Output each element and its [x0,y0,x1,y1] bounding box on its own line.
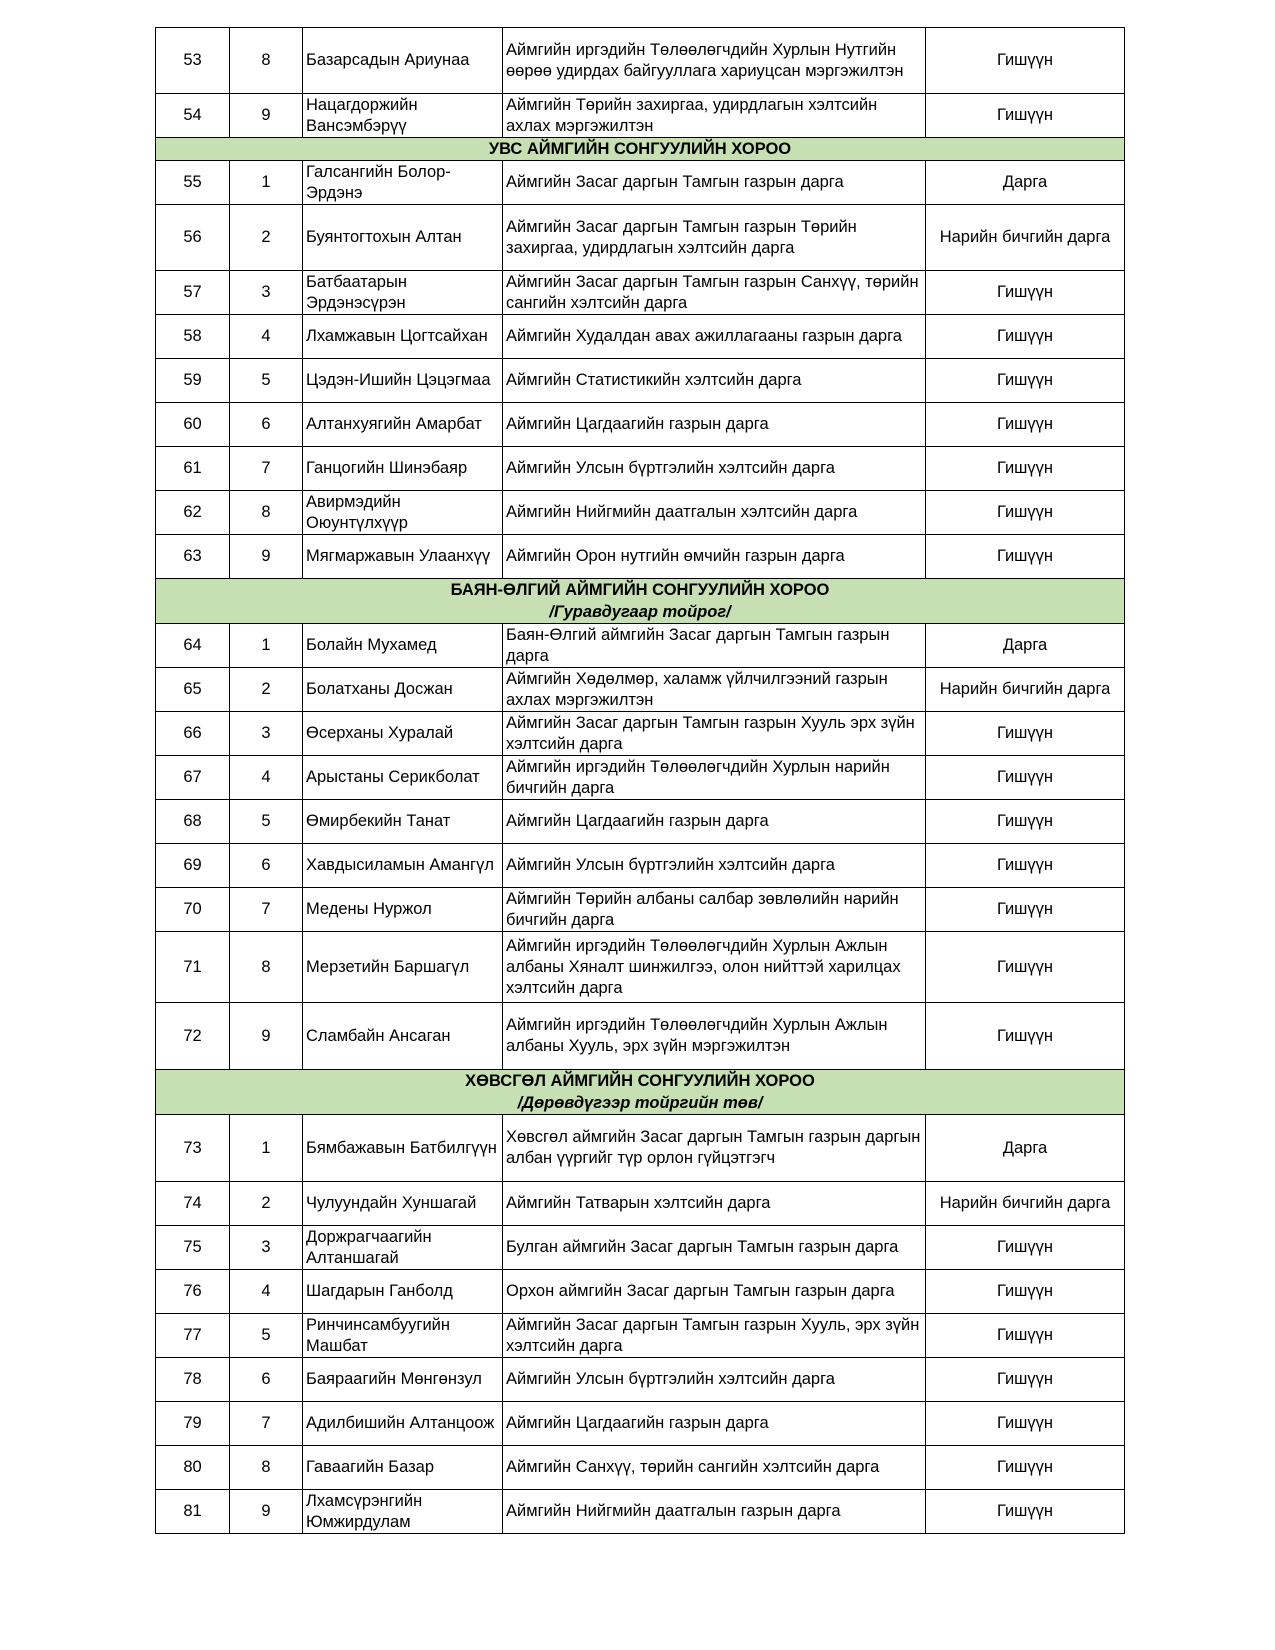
member-index: 3 [230,271,303,315]
member-role: Гишүүн [926,315,1125,359]
row-number: 54 [156,94,230,138]
member-role: Гишүүн [926,359,1125,403]
member-position: Аймгийн Цагдаагийн газрын дарга [503,403,926,447]
table-row [156,535,1125,579]
section-title-cell [156,1070,1125,1115]
row-number: 72 [156,1003,230,1070]
member-name: Хавдысиламын Амангүл [303,844,503,888]
member-index: 3 [230,712,303,756]
member-position: Аймгийн Хөдөлмөр, халамж үйлчилгээний газрын ахлах мэргэжилтэн [503,668,926,712]
member-name: Болатханы Досжан [303,668,503,712]
member-index: 5 [230,359,303,403]
member-position: Аймгийн Худалдан авах ажиллагааны газрын дарга [503,315,926,359]
member-position: Аймгийн иргэдийн Төлөөлөгчдийн Хурлын Ажлын албаны Хяналт шинжилгээ, олон нийттэй харилцах хэлтсийн дарга [503,932,926,1003]
member-position: Аймгийн Засаг даргын Тамгын газрын Төрийн захиргаа, удирдлагын хэлтсийн дарга [503,205,926,271]
table-row [156,315,1125,359]
row-number: 77 [156,1314,230,1358]
member-role: Нарийн бичгийн дарга [926,1182,1125,1226]
row-number: 56 [156,205,230,271]
member-index: 1 [230,624,303,668]
member-index: 7 [230,888,303,932]
section-title-cell [156,579,1125,624]
row-number: 58 [156,315,230,359]
table-row [156,1314,1125,1358]
member-role: Гишүүн [926,535,1125,579]
member-role: Гишүүн [926,1003,1125,1070]
row-number: 75 [156,1226,230,1270]
member-position: Аймгийн Засаг даргын Тамгын газрын дарга [503,161,926,205]
table-row [156,844,1125,888]
member-index: 9 [230,535,303,579]
member-position: Аймгийн иргэдийн Төлөөлөгчдийн Хурлын Ажлын албаны Хууль, эрх зүйн мэргэжилтэн [503,1003,926,1070]
member-name: Галсангийн Болор-Эрдэнэ [303,161,503,205]
row-number: 62 [156,491,230,535]
member-index: 7 [230,1402,303,1446]
member-name: Адилбишийн Алтанцоож [303,1402,503,1446]
member-name: Доржрагчаагийн Алтаншагай [303,1226,503,1270]
member-name: Авирмэдийн Оюунтүлхүүр [303,491,503,535]
member-role: Нарийн бичгийн дарга [926,205,1125,271]
committee-members-table [155,27,1125,1534]
member-role: Гишүүн [926,1358,1125,1402]
member-position: Орхон аймгийн Засаг даргын Тамгын газрын дарга [503,1270,926,1314]
member-name: Медены Нуржол [303,888,503,932]
member-name: Алтанхуягийн Амарбат [303,403,503,447]
member-position: Аймгийн Улсын бүртгэлийн хэлтсийн дарга [503,1358,926,1402]
member-role: Гишүүн [926,271,1125,315]
member-role: Нарийн бичгийн дарга [926,668,1125,712]
member-role: Гишүүн [926,1270,1125,1314]
table-row [156,668,1125,712]
row-number: 79 [156,1402,230,1446]
member-position: Аймгийн Санхүү, төрийн сангийн хэлтсийн дарга [503,1446,926,1490]
member-index: 9 [230,94,303,138]
member-index: 3 [230,1226,303,1270]
member-index: 5 [230,800,303,844]
member-position: Аймгийн Нийгмийн даатгалын газрын дарга [503,1490,926,1534]
table-row [156,624,1125,668]
member-index: 8 [230,491,303,535]
row-number: 71 [156,932,230,1003]
member-role: Дарга [926,161,1125,205]
member-index: 4 [230,756,303,800]
row-number: 78 [156,1358,230,1402]
member-name: Баяраагийн Мөнгөнзул [303,1358,503,1402]
member-position: Аймгийн Засаг даргын Тамгын газрын Хууль эрх зүйн хэлтсийн дарга [503,712,926,756]
row-number: 69 [156,844,230,888]
member-role: Дарга [926,624,1125,668]
row-number: 74 [156,1182,230,1226]
member-name: Буянтогтохын Алтан [303,205,503,271]
member-position: Булган аймгийн Засаг даргын Тамгын газрын дарга [503,1226,926,1270]
member-name: Арыстаны Серикболат [303,756,503,800]
row-number: 68 [156,800,230,844]
member-position: Аймгийн иргэдийн Төлөөлөгчдийн Хурлын нарийн бичгийн дарга [503,756,926,800]
member-index: 6 [230,403,303,447]
table-row [156,205,1125,271]
member-index: 2 [230,1182,303,1226]
table-row [156,756,1125,800]
member-role: Гишүүн [926,1446,1125,1490]
table-row [156,1270,1125,1314]
member-position: Аймгийн Цагдаагийн газрын дарга [503,1402,926,1446]
row-number: 67 [156,756,230,800]
row-number: 81 [156,1490,230,1534]
member-index: 8 [230,28,303,94]
member-role: Гишүүн [926,932,1125,1003]
section-title-cell [156,138,1125,161]
section-title: УВС АЙМГИЙН СОНГУУЛИЙН ХОРОО [488,140,792,158]
member-name: Бямбажавын Батбилгүүн [303,1115,503,1182]
member-position: Аймгийн Төрийн захиргаа, удирдлагын хэлтсийн ахлах мэргэжилтэн [503,94,926,138]
section-title: БАЯН-ӨЛГИЙ АЙМГИЙН СОНГУУЛИЙН ХОРОО [450,581,830,599]
table-row [156,1402,1125,1446]
member-role: Дарга [926,1115,1125,1182]
member-name: Мягмаржавын Улаанхүү [303,535,503,579]
section-subtitle: /Дөрөвдүгээр тойргийн төв/ [517,1094,763,1112]
member-position: Аймгийн Төрийн албаны салбар зөвлөлийн нарийн бичгийн дарга [503,888,926,932]
table-row [156,28,1125,94]
row-number: 63 [156,535,230,579]
member-role: Гишүүн [926,28,1125,94]
member-role: Гишүүн [926,491,1125,535]
member-index: 9 [230,1490,303,1534]
table-row [156,359,1125,403]
table-row [156,1182,1125,1226]
table-row [156,1226,1125,1270]
member-role: Гишүүн [926,756,1125,800]
member-index: 6 [230,1358,303,1402]
member-index: 6 [230,844,303,888]
member-position: Аймгийн Улсын бүртгэлийн хэлтсийн дарга [503,447,926,491]
table-row [156,1115,1125,1182]
table-row [156,800,1125,844]
member-name: Ганцогийн Шинэбаяр [303,447,503,491]
member-name: Лхамсүрэнгийн Юмжирдулам [303,1490,503,1534]
member-position: Аймгийн Татварын хэлтсийн дарга [503,1182,926,1226]
member-index: 4 [230,315,303,359]
row-number: 73 [156,1115,230,1182]
member-role: Гишүүн [926,1226,1125,1270]
member-role: Гишүүн [926,712,1125,756]
member-position: Аймгийн Статистикийн хэлтсийн дарга [503,359,926,403]
member-position: Аймгийн Цагдаагийн газрын дарга [503,800,926,844]
member-index: 8 [230,1446,303,1490]
table-row [156,1446,1125,1490]
member-index: 4 [230,1270,303,1314]
table-row [156,491,1125,535]
member-position: Аймгийн Засаг даргын Тамгын газрын Хууль, эрх зүйн хэлтсийн дарга [503,1314,926,1358]
table-row [156,94,1125,138]
member-name: Цэдэн-Ишийн Цэцэгмаа [303,359,503,403]
member-name: Лхамжавын Цогтсайхан [303,315,503,359]
member-role: Гишүүн [926,403,1125,447]
member-position: Аймгийн Засаг даргын Тамгын газрын Санхүү, төрийн сангийн хэлтсийн дарга [503,271,926,315]
member-index: 7 [230,447,303,491]
table-row [156,161,1125,205]
row-number: 70 [156,888,230,932]
member-name: Чулуундайн Хуншагай [303,1182,503,1226]
member-position: Аймгийн Нийгмийн даатгалын хэлтсийн дарга [503,491,926,535]
member-name: Мерзетийн Баршагүл [303,932,503,1003]
member-position: Аймгийн Улсын бүртгэлийн хэлтсийн дарга [503,844,926,888]
table-row [156,1358,1125,1402]
section-title: ХӨВСГӨЛ АЙМГИЙН СОНГУУЛИЙН ХОРОО [465,1072,815,1090]
member-name: Базарсадын Ариунаа [303,28,503,94]
member-role: Гишүүн [926,94,1125,138]
member-index: 9 [230,1003,303,1070]
member-name: Ринчинсамбуугийн Машбат [303,1314,503,1358]
member-position: Хөвсгөл аймгийн Засаг даргын Тамгын газрын даргын албан үүргийг түр орлон гүйцэтгэгч [503,1115,926,1182]
member-index: 8 [230,932,303,1003]
member-role: Гишүүн [926,447,1125,491]
member-name: Болайн Мухамед [303,624,503,668]
member-position: Баян-Өлгий аймгийн Засаг даргын Тамгын газрын дарга [503,624,926,668]
row-number: 76 [156,1270,230,1314]
member-role: Гишүүн [926,1314,1125,1358]
member-index: 1 [230,1115,303,1182]
table-row [156,888,1125,932]
section-header-row [156,138,1125,161]
member-role: Гишүүн [926,844,1125,888]
member-index: 5 [230,1314,303,1358]
table-row [156,712,1125,756]
row-number: 60 [156,403,230,447]
member-name: Өмирбекийн Танат [303,800,503,844]
member-name: Сламбайн Ансаган [303,1003,503,1070]
member-role: Гишүүн [926,1490,1125,1534]
member-position: Аймгийн Орон нутгийн өмчийн газрын дарга [503,535,926,579]
table-row [156,447,1125,491]
row-number: 55 [156,161,230,205]
member-index: 1 [230,161,303,205]
row-number: 66 [156,712,230,756]
row-number: 80 [156,1446,230,1490]
table-row [156,1003,1125,1070]
section-header-row [156,1070,1125,1115]
row-number: 53 [156,28,230,94]
table-row [156,1490,1125,1534]
member-index: 2 [230,668,303,712]
member-name: Нацагдоржийн Вансэмбэрүү [303,94,503,138]
row-number: 61 [156,447,230,491]
member-name: Шагдарын Ганболд [303,1270,503,1314]
table-row [156,932,1125,1003]
member-name: Өсерханы Хуралай [303,712,503,756]
member-name: Гаваагийн Базар [303,1446,503,1490]
table-row [156,403,1125,447]
row-number: 65 [156,668,230,712]
member-role: Гишүүн [926,1402,1125,1446]
member-name: Батбаатарын Эрдэнэсүрэн [303,271,503,315]
member-position: Аймгийн иргэдийн Төлөөлөгчдийн Хурлын Нутгийн өөрөө удирдах байгууллага хариуцсан мэргэжилтэн [503,28,926,94]
row-number: 64 [156,624,230,668]
member-index: 2 [230,205,303,271]
row-number: 59 [156,359,230,403]
section-header-row [156,579,1125,624]
member-role: Гишүүн [926,800,1125,844]
member-role: Гишүүн [926,888,1125,932]
table-row [156,271,1125,315]
section-subtitle: /Гуравдугаар тойрог/ [549,603,731,621]
row-number: 57 [156,271,230,315]
